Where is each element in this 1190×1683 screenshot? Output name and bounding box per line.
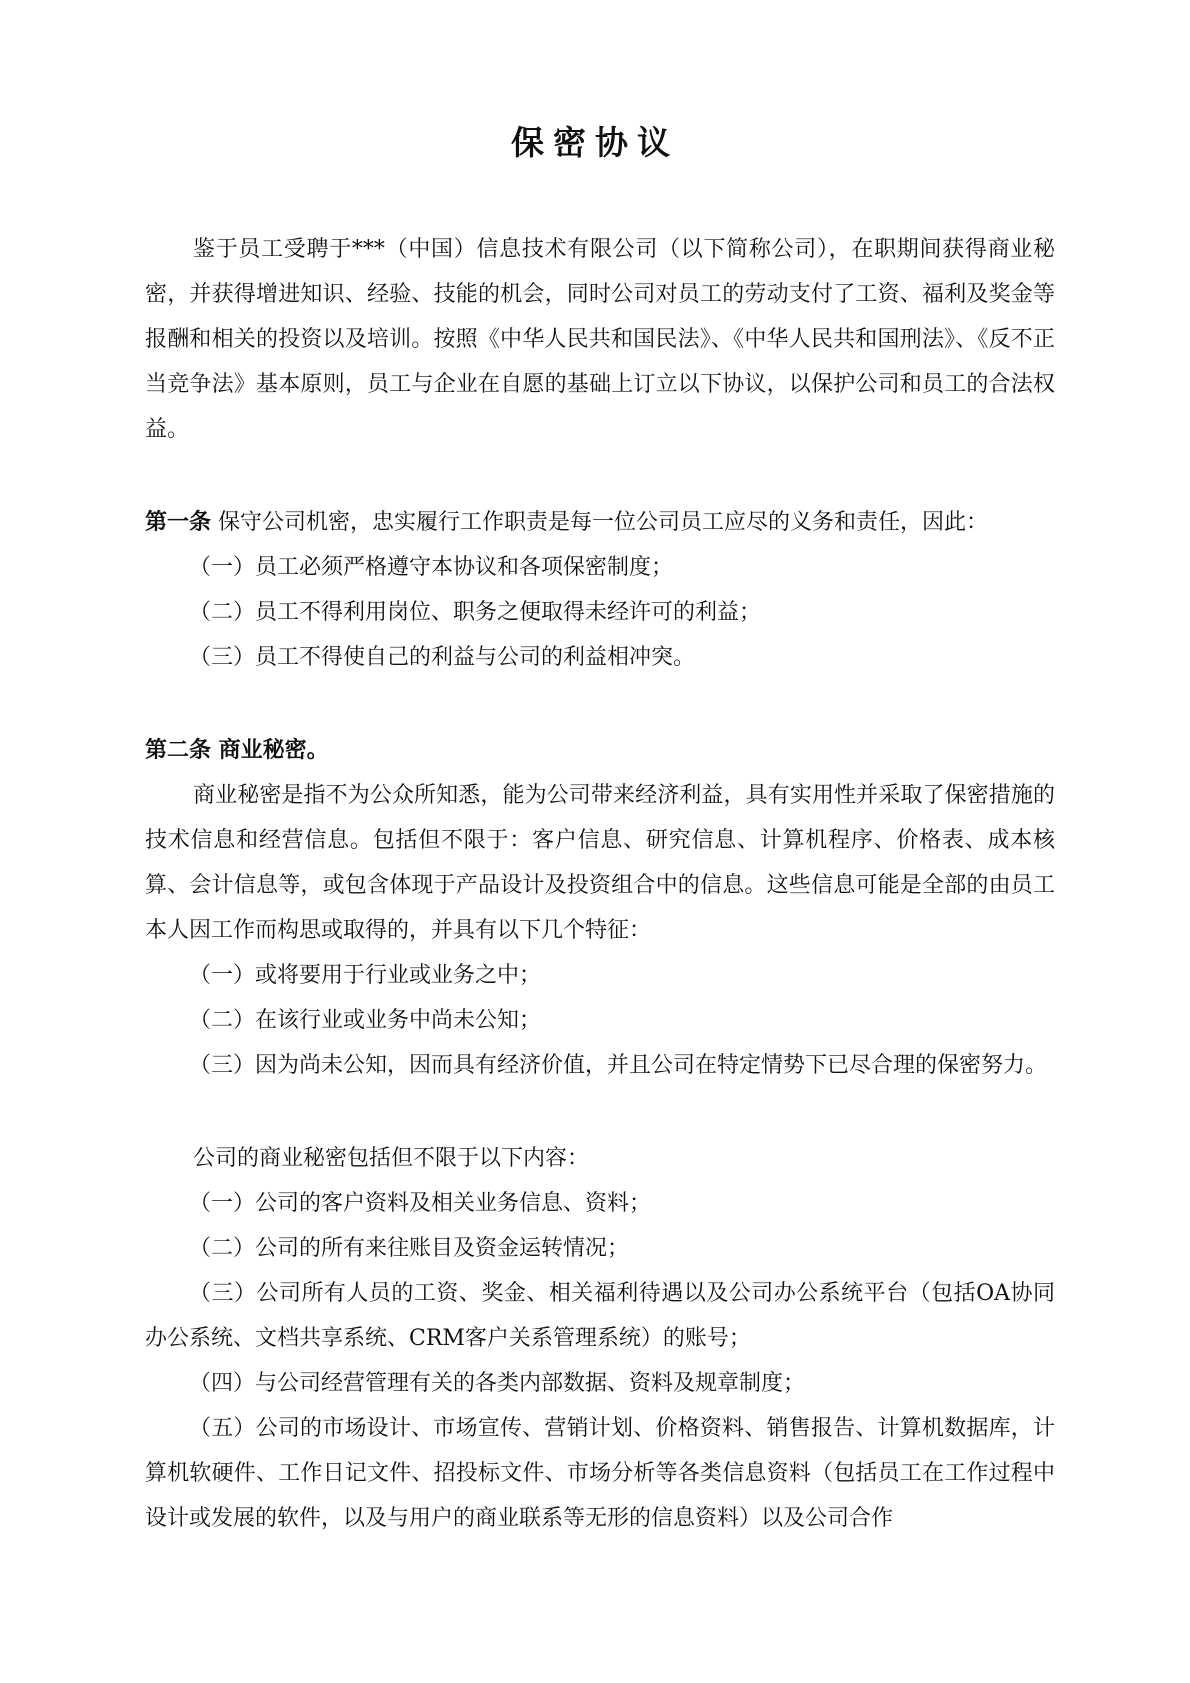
article-1-item: （三）员工不得使自己的利益与公司的利益相冲突。 <box>189 645 696 670</box>
document-title: 保密协议 <box>511 123 679 162</box>
document-body <box>145 227 1055 1541</box>
article-2-intro <box>145 728 1055 773</box>
article-2-scope-item: （一）公司的客户资料及相关业务信息、资料； <box>189 1191 652 1216</box>
article-2-scope-item: （五）公司的市场设计、市场宣传、营销计划、价格资料、销售报告、计算机数据库，计算机软硬件、工作日记文件、招投标文件、市场分析等各类信息资料（包括员工在工作过程中设计或发展的软件，以及与用户的商业联系等无形的信息资料）以及公司合作 <box>145 1416 1055 1531</box>
article-1-item: （一）员工必须严格遵守本协议和各项保密制度； <box>189 555 674 580</box>
article-2-feature: （一）或将要用于行业或业务之中； <box>189 963 542 988</box>
article-1-text: 保守公司机密，忠实履行工作职责是每一位公司员工应尽的义务和责任，因此： <box>218 510 989 535</box>
article-2-scope-item: （三）公司所有人员的工资、奖金、相关福利待遇以及公司办公系统平台（包括OA协同办公系统、文档共享系统、CRM客户关系管理系统）的账号； <box>145 1281 1055 1351</box>
article-1-intro <box>145 500 1055 545</box>
article-2-feature: （三）因为尚未公知，因而具有经济价值，并且公司在特定情势下已尽合理的保密努力。 <box>189 1053 1048 1078</box>
article-1-item: （二）员工不得利用岗位、职务之便取得未经许可的利益； <box>189 600 762 625</box>
article-2-scope-intro: 公司的商业秘密包括但不限于以下内容： <box>193 1146 590 1171</box>
article-2-scope-item: （二）公司的所有来往账目及资金运转情况； <box>189 1236 630 1261</box>
article-2-definition: 商业秘密是指不为公众所知悉，能为公司带来经济利益，具有实用性并采取了保密措施的技术信息和经营信息。包括但不限于：客户信息、研究信息、计算机程序、价格表、成本核算、会计信息等，或包含体现于产品设计及投资组合中的信息。这些信息可能是全部的由员工本人因工作而构思或取得的，并具有以下几个特征： <box>145 783 1055 943</box>
article-2-heading: 第二条 商业秘密。 <box>145 737 329 763</box>
article-1-heading: 第一条 <box>145 509 212 535</box>
article-2-feature: （二）在该行业或业务中尚未公知； <box>189 1008 542 1033</box>
preamble-paragraph: 鉴于员工受聘于***（中国）信息技术有限公司（以下简称公司），在职期间获得商业秘密，并获得增进知识、经验、技能的机会，同时公司对员工的劳动支付了工资、福利及奖金等报酬和相关的投资以及培训。按照《中华人民共和国民法》、《中华人民共和国刑法》、《反不正当竞争法》基本原则，员工与企业在自愿的基础上订立以下协议，以保护公司和员工的合法权益。 <box>145 237 1055 442</box>
article-2-scope-item: （四）与公司经营管理有关的各类内部数据、资料及规章制度； <box>189 1371 806 1396</box>
